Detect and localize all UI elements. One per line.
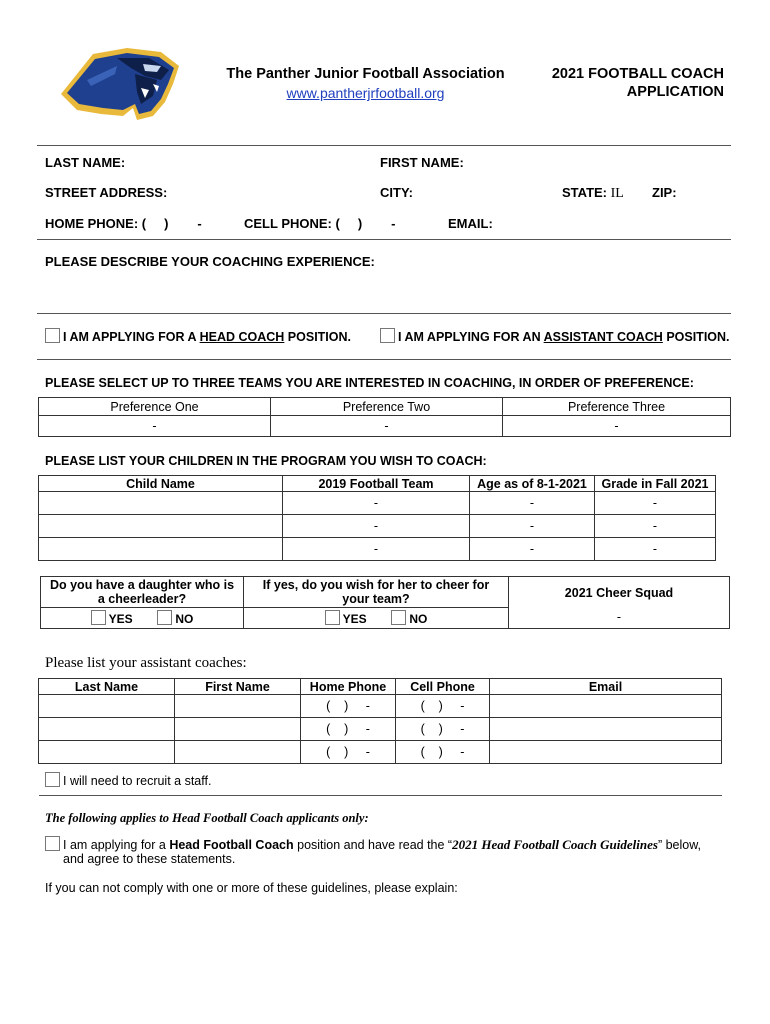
cheer-squad-header: [509, 577, 730, 629]
assistant-email-cell[interactable]: [490, 741, 722, 764]
cheer-team-yes-checkbox[interactable]: [325, 610, 340, 625]
last-name-label: LAST NAME:: [45, 155, 126, 170]
agreement-text-2: position and have read the “: [293, 838, 453, 852]
zip-label: ZIP:: [652, 185, 677, 200]
assistant-cell-phone-cell[interactable]: ( ) -: [396, 718, 490, 741]
child-name-header: Child Name: [39, 476, 283, 492]
header-divider: [37, 145, 731, 146]
position-divider: [37, 359, 731, 360]
recruit-staff-checkbox[interactable]: [45, 772, 60, 787]
cheerleader-no-checkbox[interactable]: [157, 610, 172, 625]
guidelines-title: 2021 Head Football Coach Guidelines: [452, 837, 658, 852]
experience-label: PLEASE DESCRIBE YOUR COACHING EXPERIENCE:: [45, 254, 375, 269]
football-team-cell[interactable]: -: [283, 538, 470, 561]
state-label-text: STATE:: [562, 185, 608, 200]
website-link[interactable]: [218, 85, 513, 101]
assistant-coach-option[interactable]: [380, 328, 730, 344]
assistant-cell-phone-header: Cell Phone: [396, 679, 490, 695]
explain-label: If you can not comply with one or more of these guidelines, please explain:: [45, 881, 458, 895]
app-title-line-2: APPLICATION: [626, 84, 724, 100]
children-table: [38, 475, 716, 561]
agreement-line-2: and agree to these statements.: [63, 852, 236, 866]
assistants-table: [38, 678, 722, 764]
cheer-table: [40, 576, 730, 629]
assistant-last-name-cell[interactable]: [39, 695, 175, 718]
cheerleader-no-label: NO: [175, 612, 194, 626]
home-phone-label: HOME PHONE: ( ) -: [45, 216, 202, 231]
assistant-last-name-cell[interactable]: [39, 741, 175, 764]
assistant-coach-suffix: POSITION.: [662, 330, 730, 344]
children-heading: PLEASE LIST YOUR CHILDREN IN THE PROGRAM YOU WISH TO COACH:: [45, 454, 487, 468]
cheerleader-yes-label: YES: [108, 612, 133, 626]
head-coach-heading: The following applies to Head Football Coach applicants only:: [45, 811, 369, 825]
pref-one-header: Preference One: [39, 398, 271, 416]
teams-heading: PLEASE SELECT UP TO THREE TEAMS YOU ARE INTERESTED IN COACHING, IN ORDER OF PREFERENCE:: [45, 376, 694, 390]
assistant-first-name-cell[interactable]: [175, 741, 301, 764]
assistant-home-phone-cell[interactable]: ( ) -: [301, 718, 396, 741]
assistant-email-header: Email: [490, 679, 722, 695]
age-header: Age as of 8-1-2021: [470, 476, 595, 492]
cheerleader-question: Do you have a daughter who is a cheerleader?: [41, 577, 244, 608]
age-cell[interactable]: -: [470, 515, 595, 538]
cheer-team-question: If yes, do you wish for her to cheer for your team?: [244, 577, 509, 608]
head-coach-term: HEAD COACH: [199, 330, 285, 344]
pref-two-header: Preference Two: [271, 398, 503, 416]
email-label: EMAIL:: [448, 216, 493, 231]
pref-two-select[interactable]: -: [271, 416, 503, 437]
child-name-cell[interactable]: [39, 492, 283, 515]
football-team-cell[interactable]: -: [283, 492, 470, 515]
assistant-first-name-cell[interactable]: [175, 718, 301, 741]
panther-logo: [57, 44, 182, 124]
cheer-squad-select[interactable]: -: [616, 610, 622, 624]
experience-divider: [37, 313, 731, 314]
pref-one-select[interactable]: -: [39, 416, 271, 437]
cheer-team-no-label: NO: [409, 612, 428, 626]
team-preference-table: [38, 397, 731, 437]
agreement-bold-text: Head Football Coach: [169, 838, 294, 852]
assistant-coach-checkbox[interactable]: [380, 328, 395, 343]
assistant-cell-phone-cell[interactable]: ( ) -: [396, 695, 490, 718]
age-cell[interactable]: -: [470, 538, 595, 561]
grade-cell[interactable]: -: [595, 515, 716, 538]
grade-cell[interactable]: -: [595, 492, 716, 515]
assistant-email-cell[interactable]: [490, 718, 722, 741]
cell-phone-label: CELL PHONE: ( ) -: [244, 216, 396, 231]
guidelines-agreement[interactable]: [45, 836, 735, 853]
agreement-text-1: I am applying for a: [63, 838, 170, 852]
cheer-team-no-checkbox[interactable]: [391, 610, 406, 625]
football-team-header: 2019 Football Team: [283, 476, 470, 492]
city-label: CITY:: [380, 185, 413, 200]
head-coach-prefix: I AM APPLYING FOR A: [63, 330, 200, 344]
assistants-heading: Please list your assistant coaches:: [45, 655, 247, 671]
recruit-staff-option[interactable]: [45, 772, 211, 788]
assistant-last-name-header: Last Name: [39, 679, 175, 695]
assistant-first-name-header: First Name: [175, 679, 301, 695]
assistant-coach-prefix: I AM APPLYING FOR AN: [398, 330, 544, 344]
child-name-cell[interactable]: [39, 515, 283, 538]
pref-three-select[interactable]: -: [503, 416, 731, 437]
cheer-team-answer: [244, 608, 509, 629]
recruit-staff-label: I will need to recruit a staff.: [63, 774, 212, 788]
assistant-cell-phone-cell[interactable]: ( ) -: [396, 741, 490, 764]
child-name-cell[interactable]: [39, 538, 283, 561]
age-cell[interactable]: -: [470, 492, 595, 515]
assistant-first-name-cell[interactable]: [175, 695, 301, 718]
assistant-home-phone-cell[interactable]: ( ) -: [301, 695, 396, 718]
street-address-label: STREET ADDRESS:: [45, 185, 168, 200]
grade-cell[interactable]: -: [595, 538, 716, 561]
assistant-email-cell[interactable]: [490, 695, 722, 718]
pref-three-header: Preference Three: [503, 398, 731, 416]
grade-header: Grade in Fall 2021: [595, 476, 716, 492]
state-label: [562, 185, 624, 202]
org-name: The Panther Junior Football Association: [226, 66, 505, 82]
head-coach-suffix: POSITION.: [284, 330, 352, 344]
cheer-team-yes-label: YES: [342, 612, 367, 626]
cheer-squad-title: 2021 Cheer Squad: [564, 586, 674, 600]
assistant-home-phone-header: Home Phone: [301, 679, 396, 695]
contact-divider: [37, 239, 731, 240]
website-link-text[interactable]: www.pantherjrfootball.org: [286, 85, 445, 101]
head-coach-option[interactable]: [45, 328, 351, 344]
app-title-line-1: 2021 FOOTBALL COACH: [551, 66, 724, 82]
guidelines-checkbox[interactable]: [45, 836, 60, 851]
assistant-home-phone-cell[interactable]: ( ) -: [301, 741, 396, 764]
head-coach-divider: [39, 795, 722, 796]
assistant-coach-term: ASSISTANT COACH: [543, 330, 663, 344]
first-name-label: FIRST NAME:: [380, 155, 464, 170]
assistant-last-name-cell[interactable]: [39, 718, 175, 741]
head-coach-checkbox[interactable]: [45, 328, 60, 343]
state-value[interactable]: IL: [610, 186, 624, 201]
agreement-text-3: ” below,: [657, 838, 702, 852]
football-team-cell[interactable]: -: [283, 515, 470, 538]
cheerleader-yes-checkbox[interactable]: [91, 610, 106, 625]
cheerleader-answer: [41, 608, 244, 629]
